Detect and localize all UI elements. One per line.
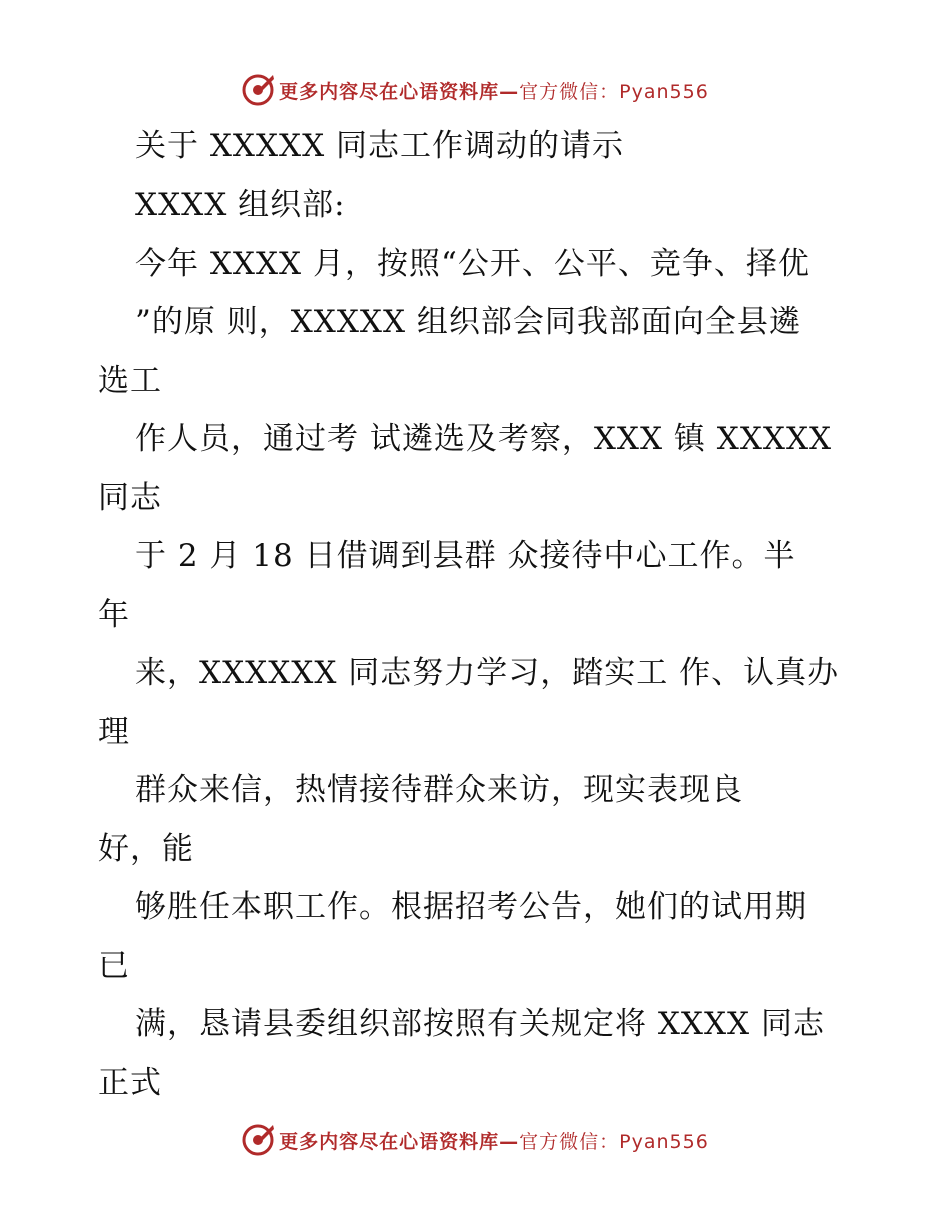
body-line: 同志 [98, 480, 162, 516]
body-line: 今年 XXXX 月，按照“公开、公平、竞争、择优 [135, 246, 810, 282]
body-line: 够胜任本职工作。根据招考公告，她们的试用期 [135, 889, 807, 925]
banner-separator: — [499, 1130, 520, 1153]
body-line: 选工 [98, 363, 162, 399]
pen-nib-logo-icon [241, 73, 275, 107]
document-title: 关于 XXXXX 同志工作调动的请示 [135, 128, 625, 164]
banner-main-text: 更多内容尽在心语资料库 [279, 1130, 500, 1153]
body-line: 正式 [98, 1065, 162, 1101]
body-line: 年 [98, 597, 130, 633]
body-line: 满，恳请县委组织部按照有关规定将 XXXX 同志 [135, 1006, 825, 1042]
banner-main-text: 更多内容尽在心语资料库 [279, 80, 500, 103]
banner-separator: — [499, 80, 520, 103]
header-banner [0, 70, 950, 110]
body-line: 理 [98, 714, 130, 750]
body-line: 于 2 月 18 日借调到县群 众接待中心工作。半 [135, 538, 796, 574]
banner-wechat-text: 官方微信：Pyan556 [519, 80, 709, 103]
body-line: 来，XXXXXX 同志努力学习，踏实工 作、认真办 [135, 655, 840, 691]
body-line: ”的原 则，XXXXX 组织部会同我部面向全县遴 [135, 304, 801, 340]
banner-wechat-text: 官方微信：Pyan556 [519, 1130, 709, 1153]
pen-nib-logo-icon [241, 1123, 275, 1157]
banner-text [279, 77, 709, 104]
body-line: 群众来信，热情接待群众来访，现实表现良 [135, 772, 743, 808]
banner-text [279, 1127, 709, 1154]
body-line: 好，能 [98, 831, 194, 867]
body-line: 作人员，通过考 试遴选及考察，XXX 镇 XXXXX [135, 421, 833, 457]
addressee-line: XXXX 组织部: [135, 187, 346, 223]
footer-banner [0, 1120, 950, 1160]
body-line: 已 [98, 948, 130, 984]
